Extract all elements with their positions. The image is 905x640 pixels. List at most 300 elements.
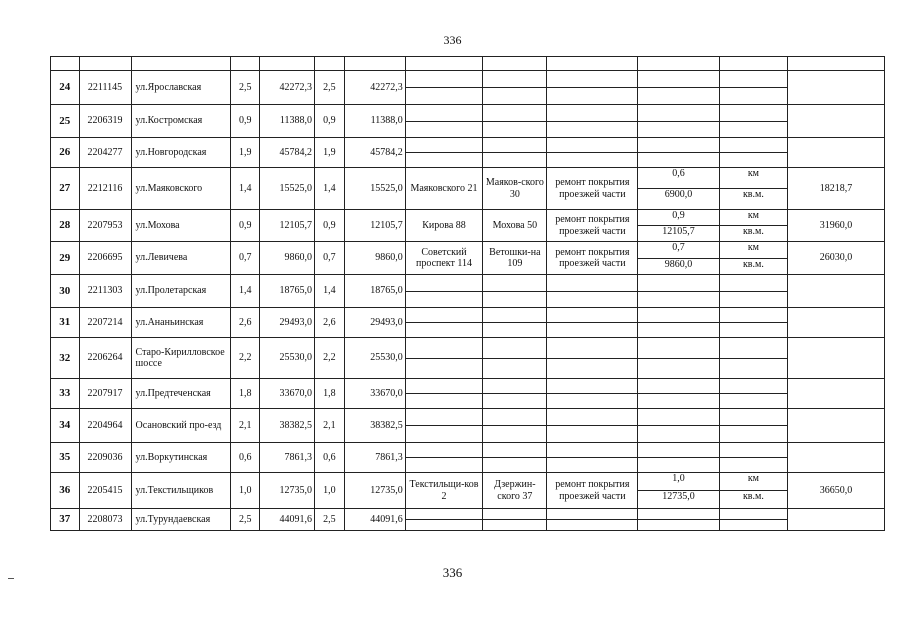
section-start-line [406,359,482,379]
work-unit-line [720,105,787,122]
work-unit-line: км [720,473,787,491]
work-unit-line: кв.м. [742,491,764,502]
length-total: 2,1 [231,409,260,443]
work-type: ремонт покрытия проезжей части [547,242,638,275]
work-unit-line [720,88,787,104]
work-volume-line: 6900,0 [664,189,693,200]
work-volume [638,509,720,531]
table-row [51,338,885,379]
work-cost [788,105,885,138]
length-total: 1,9 [231,138,260,168]
section-start-line [406,458,482,472]
section-start-line [406,520,482,530]
street-name: ул.Воркутинская [131,443,231,473]
work-unit-line [720,426,787,442]
work-unit [719,409,787,443]
section-start [405,409,482,443]
length-total: 1,0 [231,473,260,509]
work-unit [719,443,787,473]
length-plan: 2,1 [315,409,345,443]
work-type-line [547,88,637,104]
work-unit [719,105,787,138]
section-start [405,379,482,409]
work-unit-line [720,509,787,520]
length-total: 0,9 [231,105,260,138]
section-start [405,138,482,168]
work-type-line [547,292,637,308]
work-type-line [547,138,637,153]
work-type: ремонт покрытия проезжей части [547,168,638,210]
work-type-line [547,426,637,442]
area-total: 38382,5 [259,409,314,443]
work-volume-line [638,323,719,337]
length-total: 1,4 [231,275,260,308]
work-unit-line [720,71,787,88]
work-volume-line: 12735,0 [662,491,695,502]
section-end [483,138,547,168]
table-row [51,275,885,308]
section-end-line [483,394,546,408]
work-volume-line: 0,6 [638,168,719,189]
work-volume [638,138,720,168]
area-total: 11388,0 [259,105,314,138]
work-cost [788,443,885,473]
row-number: 26 [51,138,80,168]
section-end [483,443,547,473]
area-total: 15525,0 [259,168,314,210]
table-row [51,443,885,473]
road-code: 2211303 [79,275,131,308]
work-unit-line [720,409,787,426]
section-start-line [406,409,482,426]
area-plan: 29493,0 [344,308,405,338]
section-start-line [406,426,482,442]
work-volume-line [638,409,719,426]
work-unit [719,308,787,338]
street-name: ул.Ананьинская [131,308,231,338]
roads-table [50,56,885,531]
section-start [405,509,482,531]
road-code: 2205415 [79,473,131,509]
length-total: 1,8 [231,379,260,409]
work-volume-line [638,379,719,394]
work-volume-line: 9860,0 [664,258,693,270]
table-row [51,473,885,509]
section-start-line [406,394,482,408]
section-end [483,509,547,531]
section-end-line [483,88,546,104]
work-type [547,275,638,308]
work-volume [638,275,720,308]
street-name: ул.Маяковского [131,168,231,210]
section-end-line [483,71,546,88]
length-total: 2,5 [231,71,260,105]
section-end-line [483,138,546,153]
length-plan: 2,6 [315,308,345,338]
section-start-line [406,443,482,458]
work-unit-line [720,379,787,394]
work-unit-line: км [720,242,787,259]
road-code: 2206695 [79,242,131,275]
section-end-line [483,520,546,530]
section-end-line [483,153,546,167]
length-total: 2,6 [231,308,260,338]
work-cost [788,275,885,308]
table-row [51,242,885,275]
work-type-line [547,458,637,472]
work-volume-line [638,509,719,520]
road-code: 2204964 [79,409,131,443]
area-plan: 42272,3 [344,71,405,105]
row-number: 28 [51,210,80,242]
work-type [547,138,638,168]
street-name: ул.Ярославская [131,71,231,105]
work-volume-line [638,426,719,442]
work-type-line [547,394,637,408]
work-unit-line: км [720,168,787,189]
row-number: 34 [51,409,80,443]
row-number: 32 [51,338,80,379]
work-volume-line [638,458,719,472]
work-unit-line [720,443,787,458]
work-type [547,443,638,473]
work-unit [719,168,787,210]
length-plan: 2,5 [315,509,345,531]
work-unit [719,379,787,409]
section-end [483,379,547,409]
work-type: ремонт покрытия проезжей части [547,210,638,242]
work-type: ремонт покрытия проезжей части [547,473,638,509]
work-cost [788,338,885,379]
work-unit [719,242,787,275]
street-name: ул.Турундаевская [131,509,231,531]
table-row [51,210,885,242]
area-total: 12105,7 [259,210,314,242]
work-type-line [547,323,637,337]
work-volume-line [638,394,719,408]
area-plan: 45784,2 [344,138,405,168]
section-start: Кирова 88 [405,210,482,242]
work-volume-line [638,88,719,104]
section-start [405,275,482,308]
road-code: 2207214 [79,308,131,338]
length-plan: 1,9 [315,138,345,168]
length-total: 2,2 [231,338,260,379]
work-volume-line [638,308,719,323]
row-number: 31 [51,308,80,338]
street-name: ул.Мохова [131,210,231,242]
length-total: 0,9 [231,210,260,242]
work-volume-line [638,71,719,88]
work-cost [788,509,885,531]
work-type-line [547,275,637,292]
section-start [405,308,482,338]
row-number: 35 [51,443,80,473]
road-code: 2207953 [79,210,131,242]
work-type [547,409,638,443]
work-cost [788,379,885,409]
section-end: Мохова 50 [483,210,547,242]
work-unit [719,138,787,168]
table-row [51,138,885,168]
work-unit-line [720,520,787,530]
area-plan: 9860,0 [344,242,405,275]
section-end: Ветошки-на 109 [483,242,547,275]
table-row [51,308,885,338]
work-unit [719,338,787,379]
row-number: 27 [51,168,80,210]
area-total: 33670,0 [259,379,314,409]
work-cost [788,71,885,105]
work-volume [638,379,720,409]
table-row [51,105,885,138]
area-plan: 15525,0 [344,168,405,210]
row-number: 25 [51,105,80,138]
area-plan: 12735,0 [344,473,405,509]
work-volume-line [638,153,719,167]
work-type [547,71,638,105]
work-volume [638,105,720,138]
work-type [547,338,638,379]
section-end [483,409,547,443]
work-volume-line: 1,0 [638,473,719,491]
work-type-line [547,443,637,458]
area-plan: 38382,5 [344,409,405,443]
work-cost [788,409,885,443]
table-row [51,71,885,105]
road-code: 2209036 [79,443,131,473]
section-start-line [406,323,482,337]
section-start-line [406,308,482,323]
work-cost: 36650,0 [788,473,885,509]
row-number: 33 [51,379,80,409]
work-unit-line [720,138,787,153]
area-total: 29493,0 [259,308,314,338]
section-end-line [483,379,546,394]
work-volume-line [638,359,719,379]
road-code: 2204277 [79,138,131,168]
work-unit-line [720,338,787,359]
work-volume-line [638,105,719,122]
work-volume [638,210,720,242]
row-number: 24 [51,71,80,105]
street-name: Осановский про-езд [131,409,231,443]
length-plan: 0,9 [315,210,345,242]
work-volume [638,242,720,275]
work-volume [638,409,720,443]
length-total: 0,6 [231,443,260,473]
area-total: 7861,3 [259,443,314,473]
length-plan: 2,5 [315,71,345,105]
length-plan: 0,6 [315,443,345,473]
section-end-line [483,105,546,122]
work-type-line [547,71,637,88]
length-total: 0,7 [231,242,260,275]
section-end-line [483,409,546,426]
street-name: ул.Пролетарская [131,275,231,308]
section-end [483,71,547,105]
road-code: 2206264 [79,338,131,379]
work-volume [638,443,720,473]
street-name: ул.Текстильщиков [131,473,231,509]
length-plan: 1,4 [315,168,345,210]
section-end-line [483,426,546,442]
work-volume-line [638,443,719,458]
work-cost: 18218,7 [788,168,885,210]
area-plan: 44091,6 [344,509,405,531]
section-end-line [483,359,546,379]
work-volume-line [638,275,719,292]
work-unit-line [720,323,787,337]
area-plan: 12105,7 [344,210,405,242]
section-end [483,275,547,308]
work-type-line [547,153,637,167]
length-plan: 1,4 [315,275,345,308]
area-plan: 7861,3 [344,443,405,473]
section-end-line [483,509,546,520]
section-start-line [406,509,482,520]
street-name: ул.Новгородская [131,138,231,168]
street-name: ул.Костромская [131,105,231,138]
table-row [51,379,885,409]
section-start-line [406,88,482,104]
work-volume-line [638,122,719,138]
section-start-line [406,105,482,122]
work-unit-line: кв.м. [742,258,764,270]
section-start: Маяковского 21 [405,168,482,210]
road-code: 2207917 [79,379,131,409]
area-plan: 25530,0 [344,338,405,379]
area-total: 9860,0 [259,242,314,275]
area-plan: 33670,0 [344,379,405,409]
row-number: 29 [51,242,80,275]
area-total: 12735,0 [259,473,314,509]
section-start-line [406,153,482,167]
work-unit [719,473,787,509]
row-number: 30 [51,275,80,308]
area-total: 25530,0 [259,338,314,379]
section-end [483,308,547,338]
work-type-line [547,338,637,359]
section-end-line [483,275,546,292]
section-start [405,443,482,473]
work-unit-line [720,394,787,408]
work-type [547,308,638,338]
header-row [51,57,885,71]
area-total: 18765,0 [259,275,314,308]
work-volume-line [638,138,719,153]
length-total: 2,5 [231,509,260,531]
work-cost: 31960,0 [788,210,885,242]
length-plan: 0,7 [315,242,345,275]
work-type [547,509,638,531]
section-start [405,338,482,379]
street-name: ул.Предтеченская [131,379,231,409]
section-end-line [483,292,546,308]
work-volume [638,308,720,338]
work-unit-line: кв.м. [742,189,764,200]
work-unit-line [720,359,787,379]
work-unit [719,71,787,105]
work-volume [638,71,720,105]
table-row [51,409,885,443]
work-unit [719,509,787,531]
street-name: ул.Левичева [131,242,231,275]
section-start: Текстильщи-ков 2 [405,473,482,509]
work-type-line [547,105,637,122]
work-cost [788,138,885,168]
work-unit-line: кв.м. [742,226,764,237]
section-start-line [406,71,482,88]
work-type-line [547,409,637,426]
section-start [405,105,482,138]
work-type-line [547,308,637,323]
section-start-line [406,292,482,308]
work-volume-line: 0,9 [638,210,719,226]
work-type [547,379,638,409]
section-start-line [406,338,482,359]
work-unit [719,210,787,242]
road-code: 2206319 [79,105,131,138]
work-unit-line [720,292,787,308]
section-start-line [406,122,482,138]
section-end-line [483,458,546,472]
section-end-line [483,443,546,458]
work-cost [788,308,885,338]
work-type-line [547,509,637,520]
area-plan: 18765,0 [344,275,405,308]
length-plan: 2,2 [315,338,345,379]
length-plan: 0,9 [315,105,345,138]
road-code: 2211145 [79,71,131,105]
section-start [405,71,482,105]
section-end: Маяков-ского 30 [483,168,547,210]
work-unit-line [720,458,787,472]
section-end: Дзержин-ского 37 [483,473,547,509]
area-plan: 11388,0 [344,105,405,138]
row-number: 37 [51,509,80,531]
table-row [51,509,885,531]
section-end-line [483,122,546,138]
row-number: 36 [51,473,80,509]
work-unit-line [720,122,787,138]
length-plan: 1,0 [315,473,345,509]
work-type-line [547,379,637,394]
section-end-line [483,323,546,337]
section-start-line [406,138,482,153]
section-end [483,105,547,138]
work-unit-line [720,275,787,292]
section-start-line [406,275,482,292]
work-volume [638,338,720,379]
length-total: 1,4 [231,168,260,210]
section-end-line [483,308,546,323]
work-unit-line [720,308,787,323]
street-name: Старо-Кирилловское шоссе [131,338,231,379]
table-row [51,168,885,210]
work-type [547,105,638,138]
margin-mark [8,578,14,579]
work-cost: 26030,0 [788,242,885,275]
work-type-line [547,520,637,530]
section-end-line [483,338,546,359]
section-start: Советский проспект 114 [405,242,482,275]
work-volume [638,168,720,210]
page-number-bottom: 336 [442,565,463,580]
work-volume-line [638,338,719,359]
work-unit [719,275,787,308]
page-number-top: 336 [443,33,462,47]
